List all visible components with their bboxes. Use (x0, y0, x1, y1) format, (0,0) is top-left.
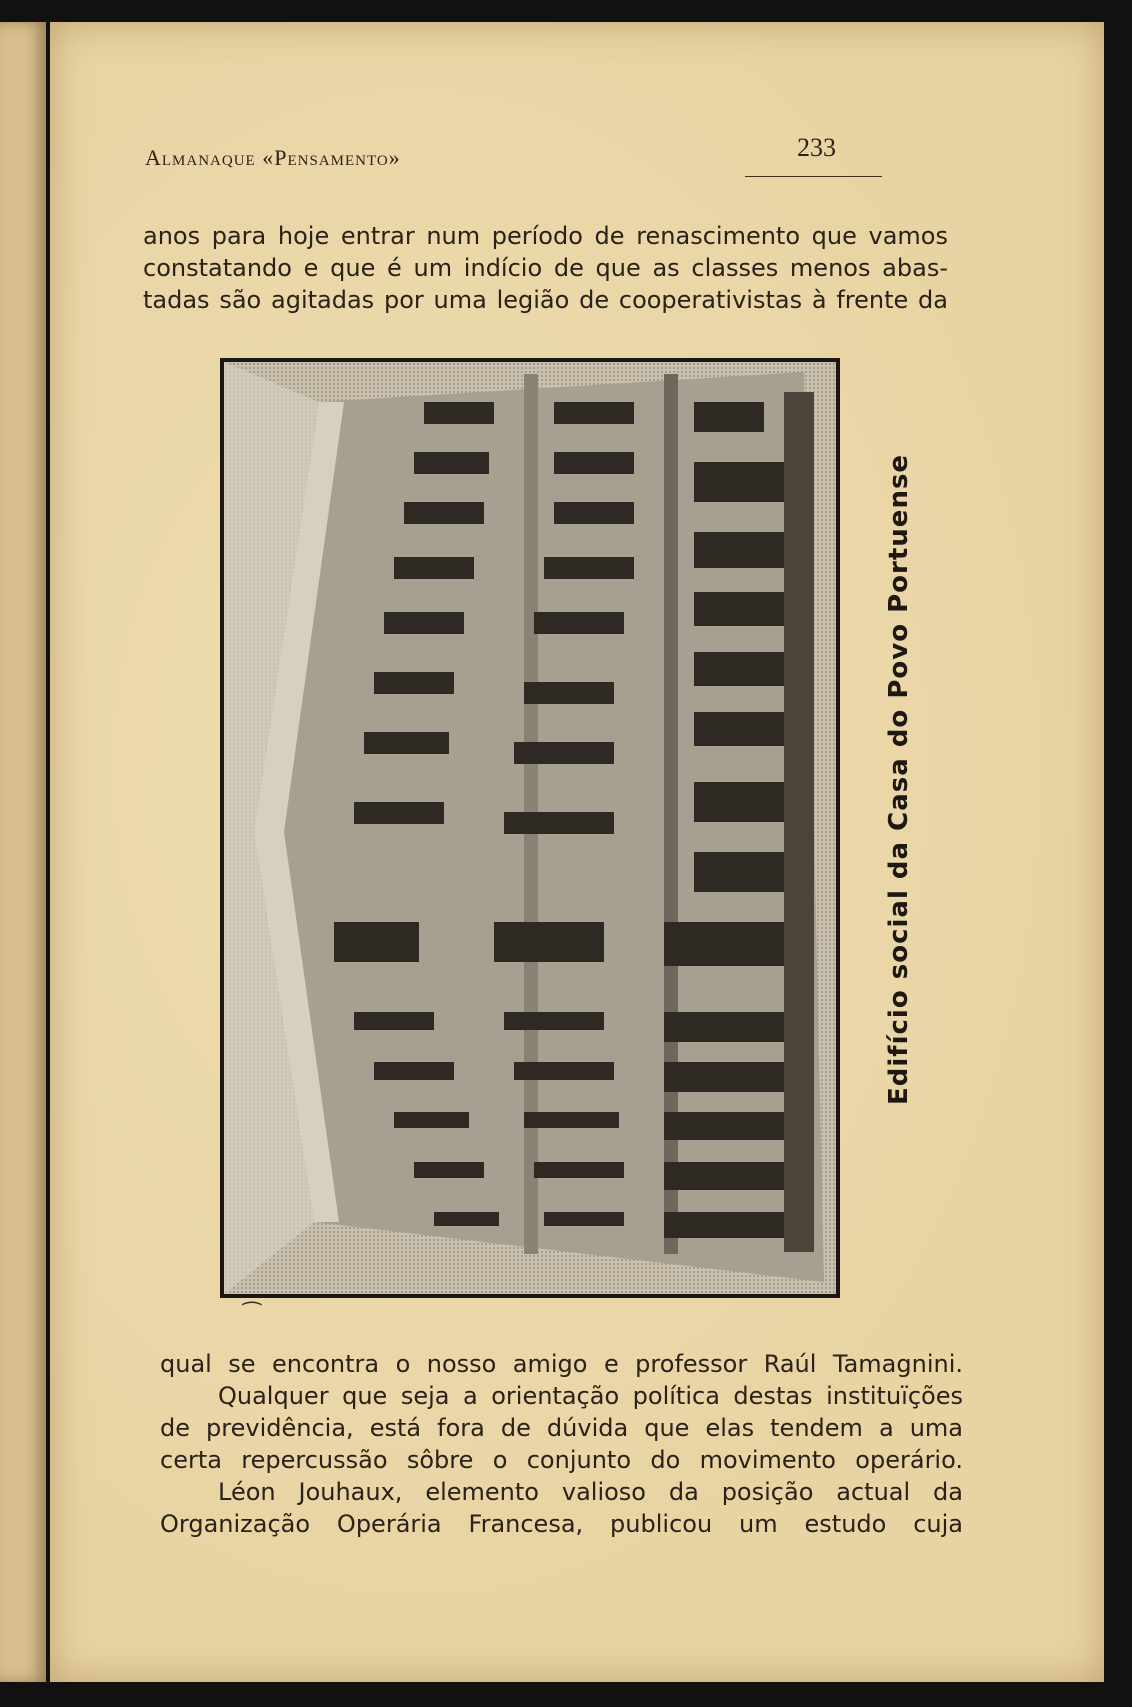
text-line: qual se encontra o nosso amigo e professor Raúl Tamagnini. (160, 1350, 963, 1378)
text-line: Qualquer que seja a orientação política destas instituïções (218, 1382, 963, 1410)
text-line: Organização Operária Francesa, publicou um estudo cuja (160, 1510, 963, 1538)
paragraph-bottom (160, 1348, 963, 1540)
header-rule (745, 176, 882, 177)
paragraph-top (143, 220, 948, 316)
print-mark: ⁀ (243, 1302, 261, 1327)
building-photo (220, 358, 840, 1298)
text-line: constatando e que é um indício de que as classes menos abas- (143, 254, 948, 282)
running-title: Almanaque «Pensamento» (145, 145, 401, 170)
text-line: de previdência, está fora de dúvida que elas tendem a uma (160, 1414, 963, 1442)
building-photo-icon (224, 362, 836, 1294)
page-number: 233 (797, 133, 836, 162)
caption-text: Edifício social da Casa do Povo Portuense (884, 453, 914, 1105)
adjacent-page-edge (0, 22, 46, 1682)
text-line: Léon Jouhaux, elemento valioso da posição actual da (218, 1478, 963, 1506)
text-line: certa repercussão sôbre o conjunto do movimento operário. (160, 1446, 963, 1474)
text-line: tadas são agitadas por uma legião de cooperativistas à frente da (143, 286, 948, 314)
text-line: anos para hoje entrar num período de renascimento que vamos (143, 222, 948, 250)
